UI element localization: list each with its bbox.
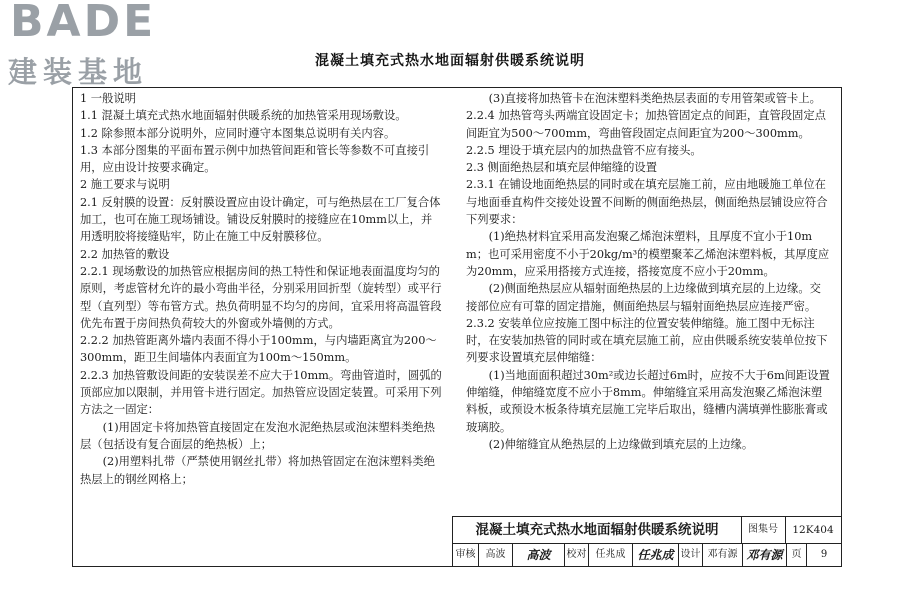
- right-column: [466, 90, 830, 453]
- para-method-1: (1)用固定卡将加热管直接固定在发泡水泥绝热层或泡沫塑料类绝热层（包括设有复合面层的绝热板）上；: [80, 420, 435, 451]
- title-block-name: 混凝土填充式热水地面辐射供暖系统说明: [453, 517, 742, 543]
- atlas-number-label: 图集号: [741, 517, 786, 543]
- para-2-2-5: 2.2.5 埋设于填充层内的加热盘管不应有接头。: [466, 143, 702, 157]
- heading-2-3: 2.3 侧面绝热层和填充层伸缩缝的设置: [466, 161, 658, 175]
- reviewer-signature: 高波: [513, 543, 565, 567]
- para-1-1: 1.1 混凝土填充式热水地面辐射供暖系统的加热管采用现场敷设。: [80, 109, 407, 123]
- checker-name: 任兆成: [589, 543, 633, 567]
- logo-brand: BADE: [10, 0, 157, 47]
- para-2-2-2: 2.2.2 加热管距离外墙内表面不得小于100mm，与内墙距离宜为200～300mm，距卫生间墙体内表面宜为100m～150mm。: [80, 334, 437, 365]
- para-method-2: (2)用塑料扎带（严禁使用钢丝扎带）将加热管固定在泡沫塑料类绝热层上的钢丝网格上；: [80, 455, 435, 486]
- para-2-3-1-item-2: (2)侧面绝热层应从辐射面绝热层的上边缘做到填充层的上边缘。交接部位应有可靠的固定措施，侧面绝热层与辐射面绝热层应连接严密。: [466, 282, 821, 313]
- heading-2-2: 2.2 加热管的敷设: [80, 247, 170, 261]
- para-2-3-1-item-1: (1)绝热材料宜采用高发泡聚乙烯泡沫塑料，且厚度不宜小于10mm；也可采用密度不小于20kg/m³的模塑聚苯乙烯泡沫塑料板，其厚度应为20mm，应采用搭接方式连接，搭接宽度不应小于20mm。: [466, 230, 830, 278]
- check-label: 校对: [565, 543, 589, 567]
- designer-name: 邓有源: [703, 543, 743, 567]
- atlas-number: 12K404: [792, 524, 834, 536]
- para-1-3: 1.3 本部分图集的平面布置示例中加热管间距和管长等参数不可直接引用，应由设计按要求确定。: [80, 143, 430, 175]
- para-2-2-4: 2.2.4 加热管弯头两端宜设固定卡；加热管固定点的间距，直管段固定点间距宜为500～700mm，弯曲管段固定点间距宜为200～300mm。: [466, 109, 826, 140]
- design-label: 设计: [679, 543, 703, 567]
- para-2-1: 2.1 反射膜的设置：反射膜设置应由设计确定，可与绝热层在工厂复合体加工，也可在施工现场铺设。铺设反射膜时的接缝应在10mm以上，并用透明胶将接缝贴牢，防止在施工中反射膜移位。: [80, 195, 441, 244]
- checker-signature: 任兆成: [633, 543, 679, 567]
- para-2-3-2: 2.3.2 安装单位应按施工图中标注的位置安装伸缩缝。施工图中无标注时，在安装加热管的同时或在填充层施工前，应由供暖系统安装单位按下列要求设置填充层伸缩缝：: [466, 316, 828, 365]
- title-block: [452, 516, 842, 567]
- para-2-3-2-item-1: (1)当地面面积超过30m²或边长超过6m时，应按不大于6m间距设置伸缩缝，伸缩缝宽度不应小于8mm。伸缩缝宜采用高发泡聚乙烯泡沫塑料板，或预设木板条待填充层施工完毕后取出，缝槽内满填弹性膨胀膏或玻璃胶。: [466, 368, 830, 434]
- page-label: 页: [787, 543, 807, 567]
- para-method-3: (3)直接将加热管卡在泡沫塑料类绝热层表面的专用管架或管卡上。: [488, 92, 821, 105]
- heading-2: 2 施工要求与说明: [80, 178, 170, 192]
- para-2-3-1: 2.3.1 在铺设地面绝热层的同时或在填充层施工前，应由地暖施工单位在与地面垂直构件交接处设置不间断的侧面绝热层，侧面绝热层铺设应符合下列要求：: [466, 178, 828, 227]
- left-column: [80, 90, 442, 488]
- page-title: 混凝土填充式热水地面辐射供暖系统说明: [315, 53, 585, 69]
- logo: [8, 0, 178, 89]
- para-2-2-1: 2.2.1 现场敷设的加热管应根据房间的热工特性和保证地表面温度均匀的原则，考虑管材允许的最小弯曲半径，分别采用回折型（旋转型）或平行型（直列型）等布管方式。热负荷明显不均匀的房间，宜采用将高温管段优先布置于房间热负荷较大的外窗或外墙侧的方式。: [80, 264, 442, 330]
- review-label: 审核: [453, 543, 479, 567]
- reviewer-name: 高波: [479, 543, 513, 567]
- designer-signature: 邓有源: [743, 543, 787, 567]
- para-2-2-3: 2.2.3 加热管敷设间距的安装误差不应大于10mm。弯曲管道时，圆弧的顶部应加以限制，并用管卡进行固定。加热管应设固定装置。可采用下列方法之一固定：: [80, 368, 442, 417]
- para-1-2: 1.2 除参照本部分说明外，应同时遵守本图集总说明有关内容。: [80, 126, 396, 140]
- logo-brand-cn: 建装基地: [8, 55, 149, 89]
- page-number: 9: [820, 549, 828, 560]
- heading-1: 1 一般说明: [80, 92, 136, 105]
- para-2-3-2-item-2: (2)伸缩缝宜从绝热层的上边缘做到填充层的上边缘。: [488, 437, 754, 451]
